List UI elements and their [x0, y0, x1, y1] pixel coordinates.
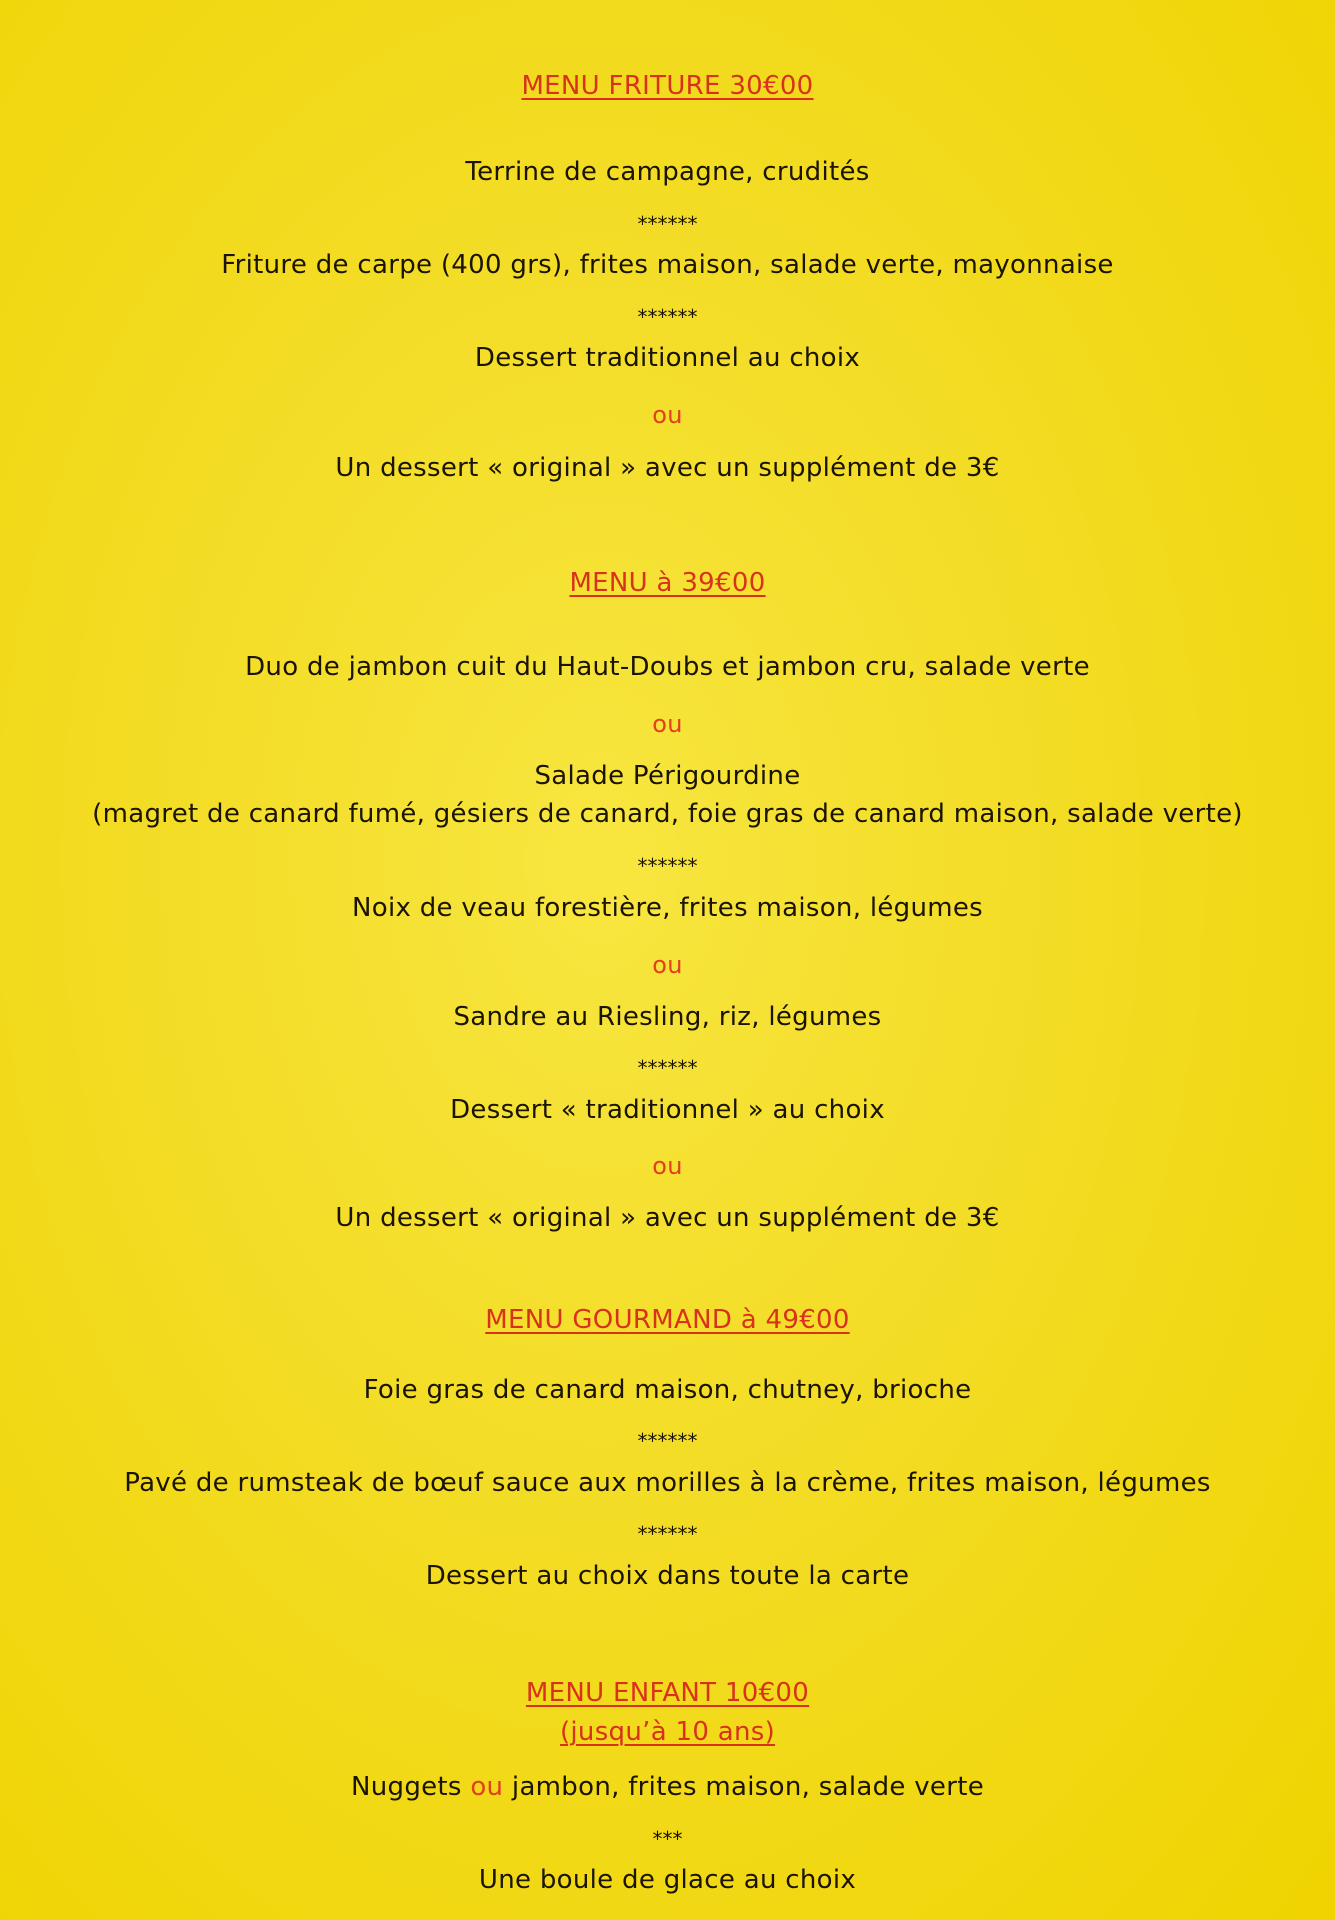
separator: ****** [637, 212, 698, 236]
menu-39-title: MENU à 39€00 [569, 568, 766, 598]
menu-friture-dessert: Dessert traditionnel au choix [474, 343, 861, 373]
menu-39-plat-2: Sandre au Riesling, riz, légumes [453, 1002, 882, 1032]
menu-enfant-plat [0, 1771, 1335, 1803]
menu-enfant-subtitle: (jusqu’à 10 ans) [559, 1717, 776, 1747]
menu-gourmand-dessert: Dessert au choix dans toute la carte [425, 1561, 910, 1591]
menu-39-ou-2: ou [652, 951, 683, 979]
separator: ****** [637, 854, 698, 878]
menu-enfant-dessert: Une boule de glace au choix [478, 1865, 857, 1895]
menu-39-entree-1: Duo de jambon cuit du Haut-Doubs et jambon cru, salade verte [245, 652, 1090, 682]
separator: ****** [637, 1522, 698, 1546]
menu-39-dessert-alt: Un dessert « original » avec un supplément de 3€ [335, 1203, 1000, 1233]
menu-39-plat-1: Noix de veau forestière, frites maison, légumes [351, 893, 983, 923]
menu-enfant-title: MENU ENFANT 10€00 [525, 1678, 810, 1708]
menu-enfant-plat-part-2: jambon, frites maison, salade verte [511, 1772, 984, 1802]
menu-39-dessert: Dessert « traditionnel » au choix [450, 1095, 885, 1125]
menu-enfant-plat-ou: ou [470, 1772, 504, 1802]
menu-friture-plat: Friture de carpe (400 grs), frites maison, salade verte, mayonnaise [221, 250, 1114, 280]
separator: ****** [637, 305, 698, 329]
menu-39-entree-2-detail: (magret de canard fumé, gésiers de canard, foie gras de canard maison, salade verte) [92, 799, 1243, 829]
menu-friture-dessert-alt: Un dessert « original » avec un supplément de 3€ [335, 453, 1000, 483]
menu-friture-entree: Terrine de campagne, crudités [465, 157, 870, 187]
separator: ****** [637, 1429, 698, 1453]
menu-39-ou-1: ou [652, 710, 683, 738]
menu-gourmand-title: MENU GOURMAND à 49€00 [485, 1305, 850, 1335]
menu-friture-title: MENU FRITURE 30€00 [521, 71, 814, 101]
menu-gourmand-entree: Foie gras de canard maison, chutney, brioche [363, 1375, 972, 1405]
menu-39-ou-3: ou [652, 1152, 683, 1180]
menu-gourmand-plat: Pavé de rumsteak de bœuf sauce aux morilles à la crème, frites maison, légumes [124, 1468, 1211, 1498]
menu-friture-ou: ou [652, 401, 683, 429]
menu-39-entree-2: Salade Périgourdine [534, 761, 801, 791]
separator: ****** [637, 1056, 698, 1080]
menu-enfant-plat-part-1: Nuggets [350, 1772, 462, 1802]
separator: *** [652, 1827, 683, 1851]
